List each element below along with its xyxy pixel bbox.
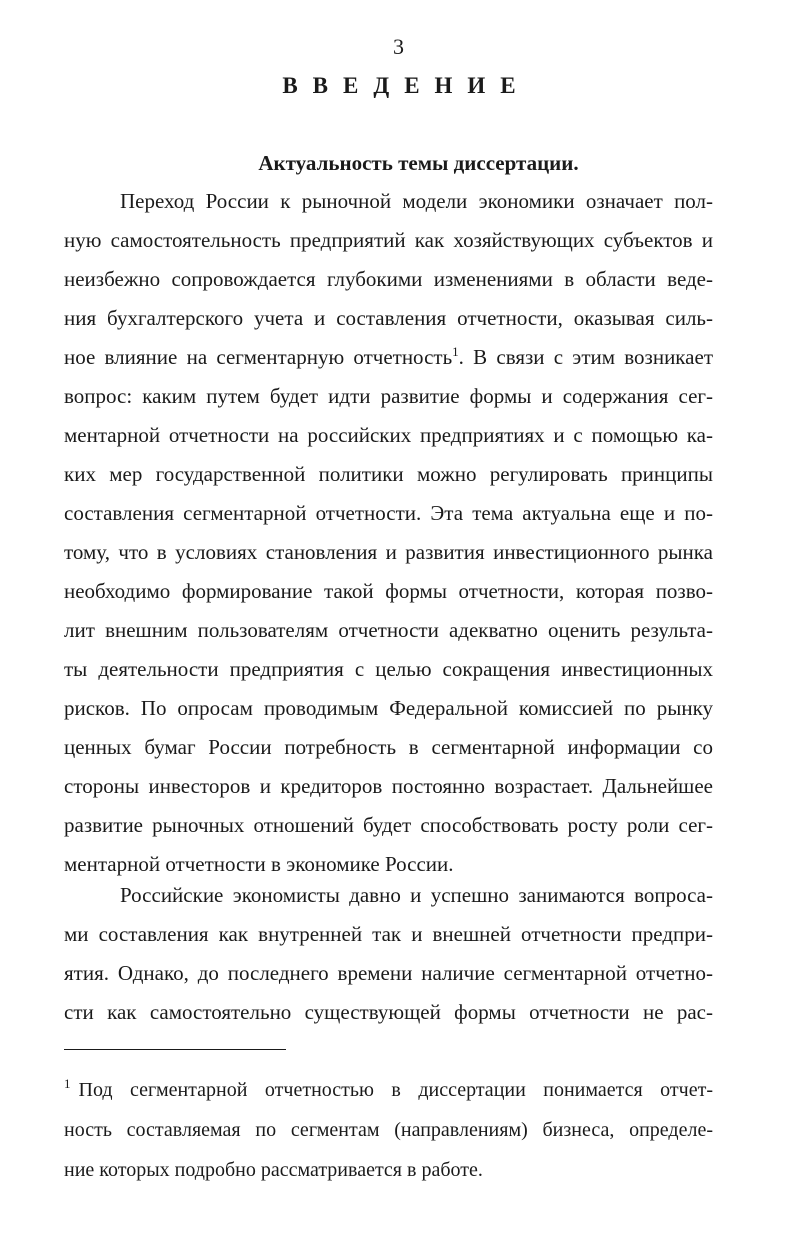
paragraph-line: ментарной отчетности на российских предприятиях и с помощью ка- <box>64 423 713 447</box>
paragraph-line: стороны инвесторов и кредиторов постоянно возрастает. Дальнейшее <box>64 774 713 798</box>
paragraph-line: ценных бумаг России потребность в сегментарной информации со <box>64 735 713 759</box>
paragraph-line: ми составления как внутренней так и внешней отчетности предпри- <box>64 922 713 946</box>
paragraph-line: вопрос: каким путем будет идти развитие формы и содержания сег- <box>64 384 713 408</box>
paragraph-line: тому, что в условиях становления и развития инвестиционного рынка <box>64 540 713 564</box>
paragraph-1 <box>64 182 713 884</box>
paragraph-line: ких мер государственной политики можно регулировать принципы <box>64 462 713 486</box>
paragraph-line: ния бухгалтерского учета и составления отчетности, оказывая силь- <box>64 306 713 330</box>
footnote <box>64 1070 713 1190</box>
page-number: 3 <box>393 34 404 59</box>
paragraph-line: ятия. Однако, до последнего времени наличие сегментарной отчетно- <box>64 961 713 985</box>
paragraph-2 <box>64 876 713 1032</box>
footnote-line: ние которых подробно рассматривается в работе. <box>64 1159 483 1181</box>
paragraph-line: необходимо формирование такой формы отчетности, которая позво- <box>64 579 713 603</box>
footnote-marker: 1 <box>64 1076 71 1092</box>
paragraph-line-part: ное влияние на сегментарную отчетность <box>64 345 453 369</box>
paragraph-line: сти как самостоятельно существующей формы отчетности не рас- <box>64 1000 713 1024</box>
section-title: Актуальность темы диссертации. <box>258 151 579 175</box>
paragraph-line: составления сегментарной отчетности. Эта тема актуальна еще и по- <box>64 501 713 525</box>
paragraph-line-with-footnote <box>64 338 713 377</box>
paragraph-line: ментарной отчетности в экономике России. <box>64 852 454 876</box>
paragraph-line: Российские экономисты давно и успешно занимаются вопроса- <box>120 883 713 907</box>
paragraph-line: рисков. По опросам проводимым Федеральной комиссией по рынку <box>64 696 713 720</box>
footnote-line: ность составляемая по сегментам (направлениям) бизнеса, определе- <box>64 1119 713 1141</box>
paragraph-line: Переход России к рыночной модели экономики означает пол- <box>120 189 713 213</box>
paragraph-line: развитие рыночных отношений будет способствовать росту роли сег- <box>64 813 713 837</box>
footnote-line-text: Под сегментарной отчетностью в диссертации понимается отчет- <box>78 1079 713 1101</box>
paragraph-line-part: . В связи с этим возникает <box>458 345 714 369</box>
paragraph-line: ты деятельности предприятия с целью сокращения инвестиционных <box>64 657 713 681</box>
paragraph-line: ную самостоятельность предприятий как хозяйствующих субъектов и <box>64 228 713 252</box>
paragraph-line: неизбежно сопровождается глубокими изменениями в области веде- <box>64 267 713 291</box>
paragraph-line: лит внешним пользователям отчетности адекватно оценить результа- <box>64 618 713 642</box>
footnote-line <box>64 1070 713 1110</box>
chapter-title: ВВЕДЕНИЕ <box>282 73 531 98</box>
footnote-divider <box>64 1049 286 1050</box>
footnote-reference: 1 <box>452 344 459 359</box>
